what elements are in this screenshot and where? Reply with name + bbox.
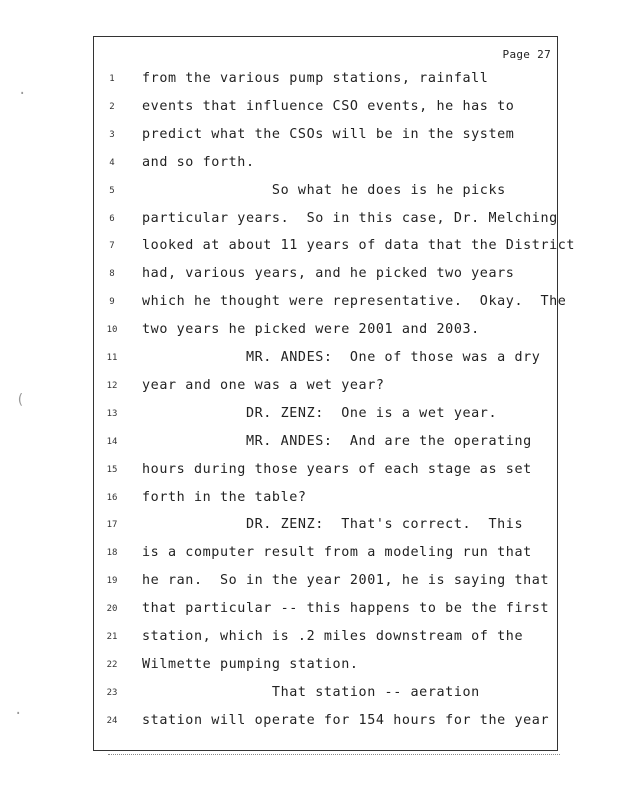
page-footer-rule <box>108 754 560 757</box>
line-number: 13 <box>106 408 118 419</box>
line-text: particular years. So in this case, Dr. Melching <box>142 210 558 226</box>
page-number: Page 27 <box>502 48 551 61</box>
line-text: So what he does is he picks <box>142 182 506 198</box>
transcript-line <box>94 71 559 91</box>
transcript-line <box>94 434 559 454</box>
line-number: 23 <box>106 687 118 698</box>
line-text: DR. ZENZ: One is a wet year. <box>142 405 498 421</box>
line-number: 5 <box>109 185 115 196</box>
line-text: from the various pump stations, rainfall <box>142 71 489 86</box>
line-number: 21 <box>106 632 118 642</box>
transcript-line <box>94 490 559 510</box>
line-text: he ran. So in the year 2001, he is saying that <box>142 573 550 589</box>
line-number: 1 <box>109 74 115 84</box>
line-text: is a computer result from a modeling run that <box>142 545 532 561</box>
line-number: 2 <box>109 101 115 112</box>
transcript-page <box>93 36 576 751</box>
transcript-line <box>94 657 559 677</box>
transcript-line <box>94 406 559 426</box>
transcript-line <box>94 238 576 258</box>
transcript-line <box>94 685 559 705</box>
line-text: MR. ANDES: And are the operating <box>142 433 532 449</box>
transcript-line <box>94 294 567 314</box>
line-text: that particular -- this happens to be the first <box>142 601 550 617</box>
line-number: 20 <box>106 604 118 615</box>
margin-mark-top: · <box>18 86 27 102</box>
transcript-line <box>94 127 559 147</box>
line-number: 10 <box>106 325 118 336</box>
transcript-line <box>94 462 559 482</box>
line-number: 8 <box>109 269 115 280</box>
line-text: That station -- aeration <box>142 684 480 700</box>
margin-mark-bottom: · <box>14 706 23 722</box>
transcript-line <box>94 517 559 537</box>
line-number: 14 <box>106 436 118 447</box>
line-text: predict what the CSOs will be in the system <box>142 126 515 142</box>
line-text: Wilmette pumping station. <box>142 656 359 672</box>
line-number: 17 <box>106 520 118 531</box>
line-text: and so forth. <box>142 154 255 170</box>
transcript-line <box>94 155 559 175</box>
transcript-line <box>94 211 559 231</box>
transcript-line <box>94 629 559 649</box>
line-text: looked at about 11 years of data that the District <box>142 238 576 254</box>
line-number: 9 <box>109 297 115 308</box>
line-text: station will operate for 154 hours for the year <box>142 712 550 728</box>
line-text: events that influence CSO events, he has to <box>142 98 515 114</box>
transcript-line <box>94 350 559 370</box>
line-text: year and one was a wet year? <box>142 377 385 393</box>
line-number: 3 <box>109 129 115 140</box>
line-number: 12 <box>106 380 118 391</box>
transcript-line <box>94 573 559 593</box>
transcript-line <box>94 378 559 398</box>
line-number: 6 <box>109 213 115 224</box>
transcript-line <box>94 266 559 286</box>
transcript-line <box>94 322 559 342</box>
line-number: 19 <box>106 576 118 587</box>
line-text: two years he picked were 2001 and 2003. <box>142 322 480 338</box>
transcript-line <box>94 545 559 565</box>
line-number: 22 <box>106 659 118 670</box>
line-text: hours during those years of each stage as set <box>142 461 532 477</box>
margin-mark-middle: ( <box>16 392 25 408</box>
line-number: 4 <box>109 157 115 168</box>
line-number: 11 <box>106 353 118 363</box>
line-text: forth in the table? <box>142 489 307 505</box>
line-number: 15 <box>106 464 118 475</box>
line-text: which he thought were representative. Okay. The <box>142 294 567 310</box>
line-number: 7 <box>109 241 115 252</box>
transcript-line <box>94 183 559 203</box>
line-number: 18 <box>106 548 118 559</box>
line-text: DR. ZENZ: That's correct. This <box>142 517 524 533</box>
transcript-line <box>94 601 559 621</box>
line-text: station, which is .2 miles downstream of the <box>142 629 524 644</box>
line-text: MR. ANDES: One of those was a dry <box>142 350 541 365</box>
line-number: 16 <box>106 492 118 503</box>
line-number: 24 <box>106 715 118 726</box>
transcript-line <box>94 99 559 119</box>
line-text: had, various years, and he picked two years <box>142 266 515 282</box>
transcript-line <box>94 713 559 733</box>
